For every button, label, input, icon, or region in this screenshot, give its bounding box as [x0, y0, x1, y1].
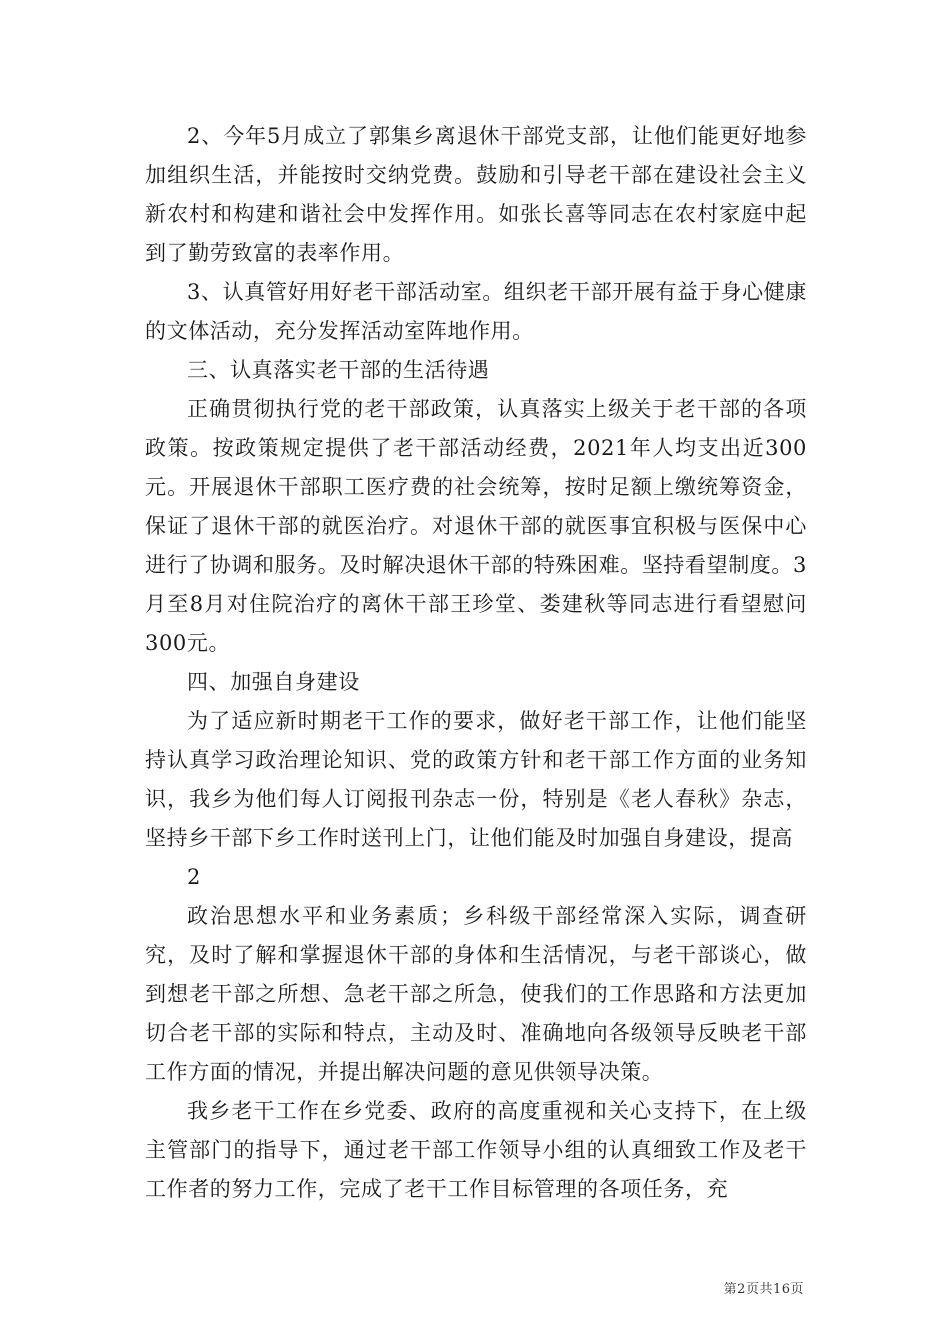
inline-page-number: 2 [187, 865, 201, 889]
paragraph-summary: 我乡老干工作在乡党委、政府的高度重视和关心支持下，在上级主管部门的指导下，通过老干部工作领导小组的认真细致工作及老干工作者的努力工作，完成了老干工作目标管理的各项任务，充 [145, 1099, 807, 1201]
section-heading-living-treatment: 三、认真落实老干部的生活待遇 [187, 358, 490, 382]
paragraph-party-branch: 2、今年5月成立了郭集乡离退休干部党支部，让他们能更好地参加组织生活，并能按时交纳党费。鼓励和引导老干部在建设社会主义新农村和构建和谐社会中发挥作用。如张长喜等同志在农村家庭中起到了勤劳致富的表率作用。 [145, 124, 807, 265]
paragraph-activity-room: 3、认真管好用好老干部活动室。组织老干部开展有益于身心健康的文体活动，充分发挥活动室阵地作用。 [145, 280, 807, 343]
paragraph-policy-implementation: 正确贯彻执行党的老干部政策，认真落实上级关于老干部的各项政策。按政策规定提供了老干部活动经费，2021年人均支出近300元。开展退休干部职工医疗费的社会统筹，按时足额上缴统筹资金，保证了退休干部的就医治疗。对退休干部的就医事宜积极与医保中心进行了协调和服务。及时解决退休干部的特殊困难。坚持看望制度。3月至8月对住院治疗的离休干部王珍堂、娄建秋等同志进行看望慰问300元。 [145, 397, 807, 655]
document-body [145, 117, 807, 1209]
page-footer: 第2页共16页 [723, 1282, 804, 1297]
paragraph-political-quality: 政治思想水平和业务素质；乡科级干部经常深入实际，调查研究，及时了解和掌握退休干部的身体和生活情况，与老干部谈心，做到想老干部之所想、急老干部之所急，使我们的工作思路和方法更加切合老干部的实际和特点，主动及时、准确地向各级领导反映老干部工作方面的情况，并提出解决问题的意见供领导决策。 [145, 904, 807, 1084]
section-heading-self-building: 四、加强自身建设 [187, 670, 360, 694]
paragraph-study-requirements: 为了适应新时期老干工作的要求，做好老干部工作，让他们能坚持认真学习政治理论知识、党的政策方针和老干部工作方面的业务知识，我乡为他们每人订阅报刊杂志一份，特别是《老人春秋》杂志，坚持乡干部下乡工作时送刊上门，让他们能及时加强自身建设，提高 [145, 709, 807, 850]
